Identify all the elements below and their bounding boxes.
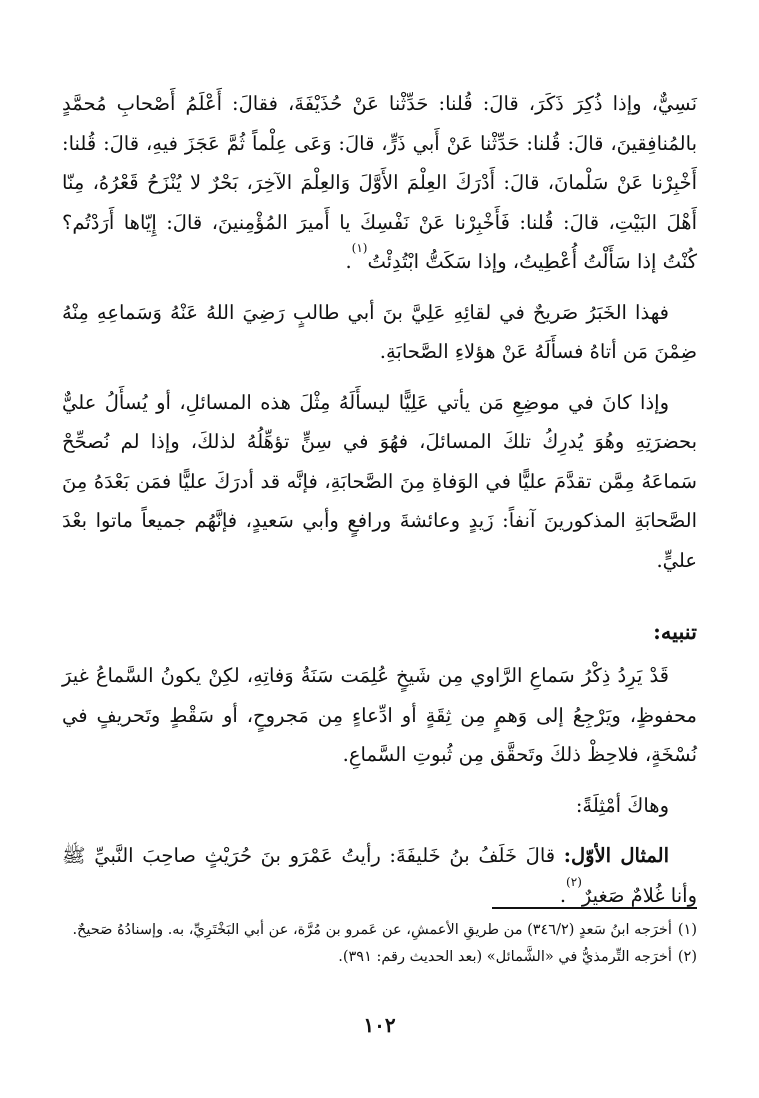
paragraph-1-text: نَسِيٌّ، وإذا ذُكِرَ ذَكَرَ، قالَ: قُلنا: حَدِّثْنا عَنْ حُذَيْفَةَ، فقالَ: أَعْلَمُ أَصْحابِ مُحمَّدٍ بالمُنافِقينَ، قالَ: قُلنا: حَدِّثْنا عَنْ أَبي ذَرٍّ، قالَ: وَعَى عِلْماً ثُمَّ عَجَزَ فيهِ، قالَ: قُلنا: أَخْبِرْنا عَنْ سَلْمانَ، قالَ: أَدْرَكَ العِلْمَ الأَوَّلَ وَالعِلْمَ الآخِرَ، بَحْرٌ لا يُنْزَحُ قَعْرُهُ، مِنّا أَهْلَ البَيْتِ، قالَ: قُلنا: فَأَخْبِرْنا عَنْ نَفْسِكَ يا أَميرَ المُؤْمِنينَ، قالَ: إِيّاها أَرَدْتُم؟ كُنْتُ إذا سَأَلْتُ أُعْطِيتُ، وإذا سَكَتُّ ابْتُدِئْتُ	[62, 92, 697, 273]
example-1-end: .	[559, 883, 567, 907]
example-1-text: قالَ خَلَفُ بنُ خَليفَةَ: رأيتُ عَمْرَو بنَ حُرَيْثٍ صاحِبَ النَّبيِّ ﷺ وأنا غُلامٌ صَغيرٌ	[62, 844, 697, 907]
footnote-divider	[492, 907, 697, 909]
footnotes	[62, 907, 697, 971]
example-1-label: المثال الأوّل:	[563, 844, 669, 867]
footnote-1-text: أخرَجه ابنُ سَعدٍ (٣٤٦/٢) من طريقِ الأعمشِ، عن عَمرو بن مُرَّة، عن أبي البَخْتَرِيِّ، به. وإسنادُهُ صَحيحٌ.	[72, 922, 672, 938]
footnote-2	[62, 944, 697, 971]
example-1	[62, 836, 697, 915]
page-number: ١٠٢	[363, 1013, 396, 1037]
footnote-ref-2[interactable]: (٢)	[566, 874, 582, 889]
paragraph-1-end: .	[345, 250, 352, 273]
footnote-2-number: (٢)	[677, 949, 697, 965]
page-body	[62, 84, 697, 915]
footnote-1	[62, 917, 697, 944]
footnote-ref-1[interactable]: (١)	[351, 241, 368, 255]
footnote-1-number: (١)	[677, 922, 697, 938]
paragraph-3: وإذا كانَ في موضِعِ مَن يأتي عَلِيًّا ليسأَلَهُ مِثْلَ هذه المسائلِ، أو يُسأَلُ عليٌّ بحضرَتِهِ وهُوَ يُدرِكُ تلكَ المسائلَ، فهُوَ في سِنٍّ تؤهِّلُهُ لذلكَ، وإذا لم نُصحِّحْ سَماعَهُ مِمَّن تقدَّمَ عليًّا في الوَفاةِ مِنَ الصَّحابَةِ، فإنَّه قد أدرَكَ عليًّا فمَن بَعْدَهُ مِنَ الصَّحابَةِ المذكورينَ آنفاً: زَيدٍ وعائشةَ ورافعٍ وأبي سَعيدٍ، فإنَّهُم جميعاً ماتوا بعْدَ عليٍّ.	[62, 390, 697, 572]
paragraph-1	[62, 84, 697, 282]
paragraph-2: فهذا الخَبَرُ صَريحٌ في لقائِهِ عَلِيَّ بنَ أبي طالبٍ رَضِيَ اللهُ عَنْهُ وَسَماعِهِ مِنْهُ ضِمْنَ مَن أتاهُ فسأَلَهُ عَنْ هؤلاءِ الصَّحابَةِ.	[62, 300, 697, 363]
footnote-2-text: أخرَجه التِّرمذيُّ في «الشَّمائل» (بعد الحديث رقم: ٣٩١).	[338, 949, 672, 965]
note-paragraph-2: وهاكَ أمْثِلَةً:	[575, 793, 669, 817]
section-heading: تنبيه:	[653, 619, 697, 644]
note-paragraph-1: قَدْ يَرِدُ ذِكْرُ سَماعِ الرَّاوي مِن شَيخٍ عُلِمَت سَنَةُ وَفاتِهِ، لكِنْ يكونُ السَّماعُ غيرَ محفوظٍ، ويَرْجِعُ إلى وَهمٍ مِن ثِقَةٍ أو ادِّعاءٍ مِن مَجروحٍ، أو سَقْطٍ وتَحريفٍ في نُسْخَةٍ، فلاحِظْ ذلكَ وتَحقَّق مِن ثُبوتِ السَّماعِ.	[62, 664, 697, 766]
